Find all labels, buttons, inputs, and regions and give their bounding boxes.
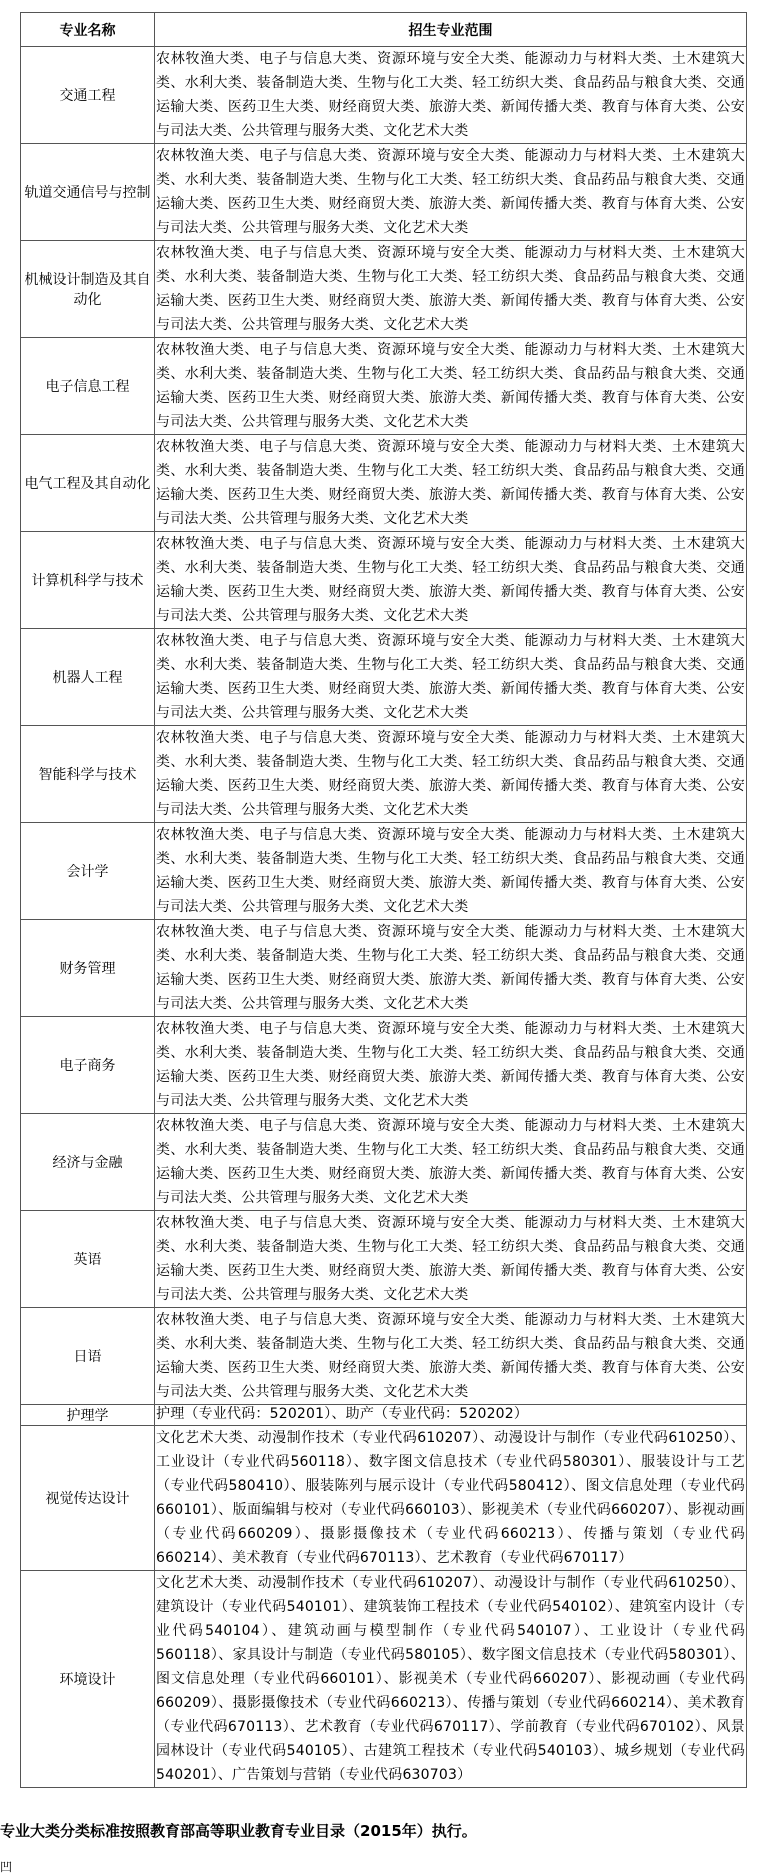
- table-row: [21, 1571, 747, 1788]
- table-row: [21, 338, 747, 435]
- table-row: [21, 629, 747, 726]
- major-name-cell: 计算机科学与技术: [21, 532, 155, 629]
- trailing-text: 凹: [0, 1860, 13, 1874]
- enrollment-scope-cell: 农林牧渔大类、电子与信息大类、资源环境与安全大类、能源动力与材料大类、土木建筑大类、水利大类、装备制造大类、生物与化工大类、轻工纺织大类、食品药品与粮食大类、交通运输大类、医药卫生大类、财经商贸大类、旅游大类、新闻传播大类、教育与体育大类、公安与司法大类、公共管理与服务大类、文化艺术大类: [155, 1211, 747, 1308]
- majors-table: [20, 12, 747, 1788]
- enrollment-scope-cell: 文化艺术大类、动漫制作技术（专业代码610207）、动漫设计与制作（专业代码610250）、建筑设计（专业代码540101）、建筑装饰工程技术（专业代码540102）、建筑室内设计（专业代码540104）、建筑动画与模型制作（专业代码540107）、工业设计（专业代码560118）、家具设计与制造（专业代码580105）、数字图文信息技术（专业代码580301）、图文信息处理（专业代码660101）、影视美术（专业代码660207）、影视动画（专业代码660209）、摄影摄像技术（专业代码660213）、传播与策划（专业代码660214）、美术教育（专业代码670113）、艺术教育（专业代码670117）、学前教育（专业代码670102）、风景园林设计（专业代码540105）、古建筑工程技术（专业代码540103）、城乡规划（专业代码540201）、广告策划与营销（专业代码630703）: [155, 1571, 747, 1788]
- major-name-cell: 智能科学与技术: [21, 726, 155, 823]
- enrollment-scope-cell: 护理（专业代码：520201）、助产（专业代码：520202）: [155, 1405, 747, 1426]
- major-name-cell: 财务管理: [21, 920, 155, 1017]
- major-name-cell: 环境设计: [21, 1571, 155, 1788]
- enrollment-scope-cell: 农林牧渔大类、电子与信息大类、资源环境与安全大类、能源动力与材料大类、土木建筑大类、水利大类、装备制造大类、生物与化工大类、轻工纺织大类、食品药品与粮食大类、交通运输大类、医药卫生大类、财经商贸大类、旅游大类、新闻传播大类、教育与体育大类、公安与司法大类、公共管理与服务大类、文化艺术大类: [155, 1017, 747, 1114]
- enrollment-scope-cell: 农林牧渔大类、电子与信息大类、资源环境与安全大类、能源动力与材料大类、土木建筑大类、水利大类、装备制造大类、生物与化工大类、轻工纺织大类、食品药品与粮食大类、交通运输大类、医药卫生大类、财经商贸大类、旅游大类、新闻传播大类、教育与体育大类、公安与司法大类、公共管理与服务大类、文化艺术大类: [155, 726, 747, 823]
- enrollment-scope-cell: 农林牧渔大类、电子与信息大类、资源环境与安全大类、能源动力与材料大类、土木建筑大类、水利大类、装备制造大类、生物与化工大类、轻工纺织大类、食品药品与粮食大类、交通运输大类、医药卫生大类、财经商贸大类、旅游大类、新闻传播大类、教育与体育大类、公安与司法大类、公共管理与服务大类、文化艺术大类: [155, 920, 747, 1017]
- major-name-cell: 机械设计制造及其自动化: [21, 241, 155, 338]
- header-major-name: 专业名称: [21, 13, 155, 47]
- enrollment-scope-cell: 农林牧渔大类、电子与信息大类、资源环境与安全大类、能源动力与材料大类、土木建筑大类、水利大类、装备制造大类、生物与化工大类、轻工纺织大类、食品药品与粮食大类、交通运输大类、医药卫生大类、财经商贸大类、旅游大类、新闻传播大类、教育与体育大类、公安与司法大类、公共管理与服务大类、文化艺术大类: [155, 532, 747, 629]
- table-row: [21, 144, 747, 241]
- header-enrollment-scope: 招生专业范围: [155, 13, 747, 47]
- enrollment-scope-cell: 农林牧渔大类、电子与信息大类、资源环境与安全大类、能源动力与材料大类、土木建筑大类、水利大类、装备制造大类、生物与化工大类、轻工纺织大类、食品药品与粮食大类、交通运输大类、医药卫生大类、财经商贸大类、旅游大类、新闻传播大类、教育与体育大类、公安与司法大类、公共管理与服务大类、文化艺术大类: [155, 47, 747, 144]
- major-name-cell: 交通工程: [21, 47, 155, 144]
- major-name-cell: 日语: [21, 1308, 155, 1405]
- enrollment-scope-cell: 农林牧渔大类、电子与信息大类、资源环境与安全大类、能源动力与材料大类、土木建筑大类、水利大类、装备制造大类、生物与化工大类、轻工纺织大类、食品药品与粮食大类、交通运输大类、医药卫生大类、财经商贸大类、旅游大类、新闻传播大类、教育与体育大类、公安与司法大类、公共管理与服务大类、文化艺术大类: [155, 144, 747, 241]
- major-name-cell: 会计学: [21, 823, 155, 920]
- major-name-cell: 视觉传达设计: [21, 1426, 155, 1571]
- table-row: [21, 1405, 747, 1426]
- major-name-cell: 电气工程及其自动化: [21, 435, 155, 532]
- enrollment-scope-cell: 农林牧渔大类、电子与信息大类、资源环境与安全大类、能源动力与材料大类、土木建筑大类、水利大类、装备制造大类、生物与化工大类、轻工纺织大类、食品药品与粮食大类、交通运输大类、医药卫生大类、财经商贸大类、旅游大类、新闻传播大类、教育与体育大类、公安与司法大类、公共管理与服务大类、文化艺术大类: [155, 1114, 747, 1211]
- major-name-cell: 轨道交通信号与控制: [21, 144, 155, 241]
- major-name-cell: 护理学: [21, 1405, 155, 1426]
- table-body: [21, 47, 747, 1788]
- major-name-cell: 电子商务: [21, 1017, 155, 1114]
- enrollment-scope-cell: 农林牧渔大类、电子与信息大类、资源环境与安全大类、能源动力与材料大类、土木建筑大类、水利大类、装备制造大类、生物与化工大类、轻工纺织大类、食品药品与粮食大类、交通运输大类、医药卫生大类、财经商贸大类、旅游大类、新闻传播大类、教育与体育大类、公安与司法大类、公共管理与服务大类、文化艺术大类: [155, 629, 747, 726]
- footnote: 专业大类分类标准按照教育部高等职业教育专业目录（2015年）执行。: [0, 1822, 477, 1840]
- table-row: [21, 435, 747, 532]
- major-name-cell: 经济与金融: [21, 1114, 155, 1211]
- enrollment-scope-cell: 农林牧渔大类、电子与信息大类、资源环境与安全大类、能源动力与材料大类、土木建筑大类、水利大类、装备制造大类、生物与化工大类、轻工纺织大类、食品药品与粮食大类、交通运输大类、医药卫生大类、财经商贸大类、旅游大类、新闻传播大类、教育与体育大类、公安与司法大类、公共管理与服务大类、文化艺术大类: [155, 241, 747, 338]
- table-row: [21, 1114, 747, 1211]
- table-row: [21, 47, 747, 144]
- table-row: [21, 823, 747, 920]
- table-row: [21, 920, 747, 1017]
- table-header-row: [21, 13, 747, 47]
- enrollment-scope-cell: 文化艺术大类、动漫制作技术（专业代码610207）、动漫设计与制作（专业代码610250）、工业设计（专业代码560118）、数字图文信息技术（专业代码580301）、服装设计与工艺（专业代码580410）、服装陈列与展示设计（专业代码580412）、图文信息处理（专业代码660101）、版面编辑与校对（专业代码660103）、影视美术（专业代码660207）、影视动画（专业代码660209）、摄影摄像技术（专业代码660213）、传播与策划（专业代码660214）、美术教育（专业代码670113）、艺术教育（专业代码670117）: [155, 1426, 747, 1571]
- table-row: [21, 241, 747, 338]
- table-row: [21, 1426, 747, 1571]
- table-row: [21, 1308, 747, 1405]
- table-row: [21, 1211, 747, 1308]
- enrollment-scope-cell: 农林牧渔大类、电子与信息大类、资源环境与安全大类、能源动力与材料大类、土木建筑大类、水利大类、装备制造大类、生物与化工大类、轻工纺织大类、食品药品与粮食大类、交通运输大类、医药卫生大类、财经商贸大类、旅游大类、新闻传播大类、教育与体育大类、公安与司法大类、公共管理与服务大类、文化艺术大类: [155, 823, 747, 920]
- enrollment-scope-cell: 农林牧渔大类、电子与信息大类、资源环境与安全大类、能源动力与材料大类、土木建筑大类、水利大类、装备制造大类、生物与化工大类、轻工纺织大类、食品药品与粮食大类、交通运输大类、医药卫生大类、财经商贸大类、旅游大类、新闻传播大类、教育与体育大类、公安与司法大类、公共管理与服务大类、文化艺术大类: [155, 435, 747, 532]
- major-name-cell: 电子信息工程: [21, 338, 155, 435]
- table-row: [21, 532, 747, 629]
- enrollment-scope-cell: 农林牧渔大类、电子与信息大类、资源环境与安全大类、能源动力与材料大类、土木建筑大类、水利大类、装备制造大类、生物与化工大类、轻工纺织大类、食品药品与粮食大类、交通运输大类、医药卫生大类、财经商贸大类、旅游大类、新闻传播大类、教育与体育大类、公安与司法大类、公共管理与服务大类、文化艺术大类: [155, 1308, 747, 1405]
- major-name-cell: 机器人工程: [21, 629, 155, 726]
- major-name-cell: 英语: [21, 1211, 155, 1308]
- table-row: [21, 726, 747, 823]
- table-row: [21, 1017, 747, 1114]
- enrollment-scope-cell: 农林牧渔大类、电子与信息大类、资源环境与安全大类、能源动力与材料大类、土木建筑大类、水利大类、装备制造大类、生物与化工大类、轻工纺织大类、食品药品与粮食大类、交通运输大类、医药卫生大类、财经商贸大类、旅游大类、新闻传播大类、教育与体育大类、公安与司法大类、公共管理与服务大类、文化艺术大类: [155, 338, 747, 435]
